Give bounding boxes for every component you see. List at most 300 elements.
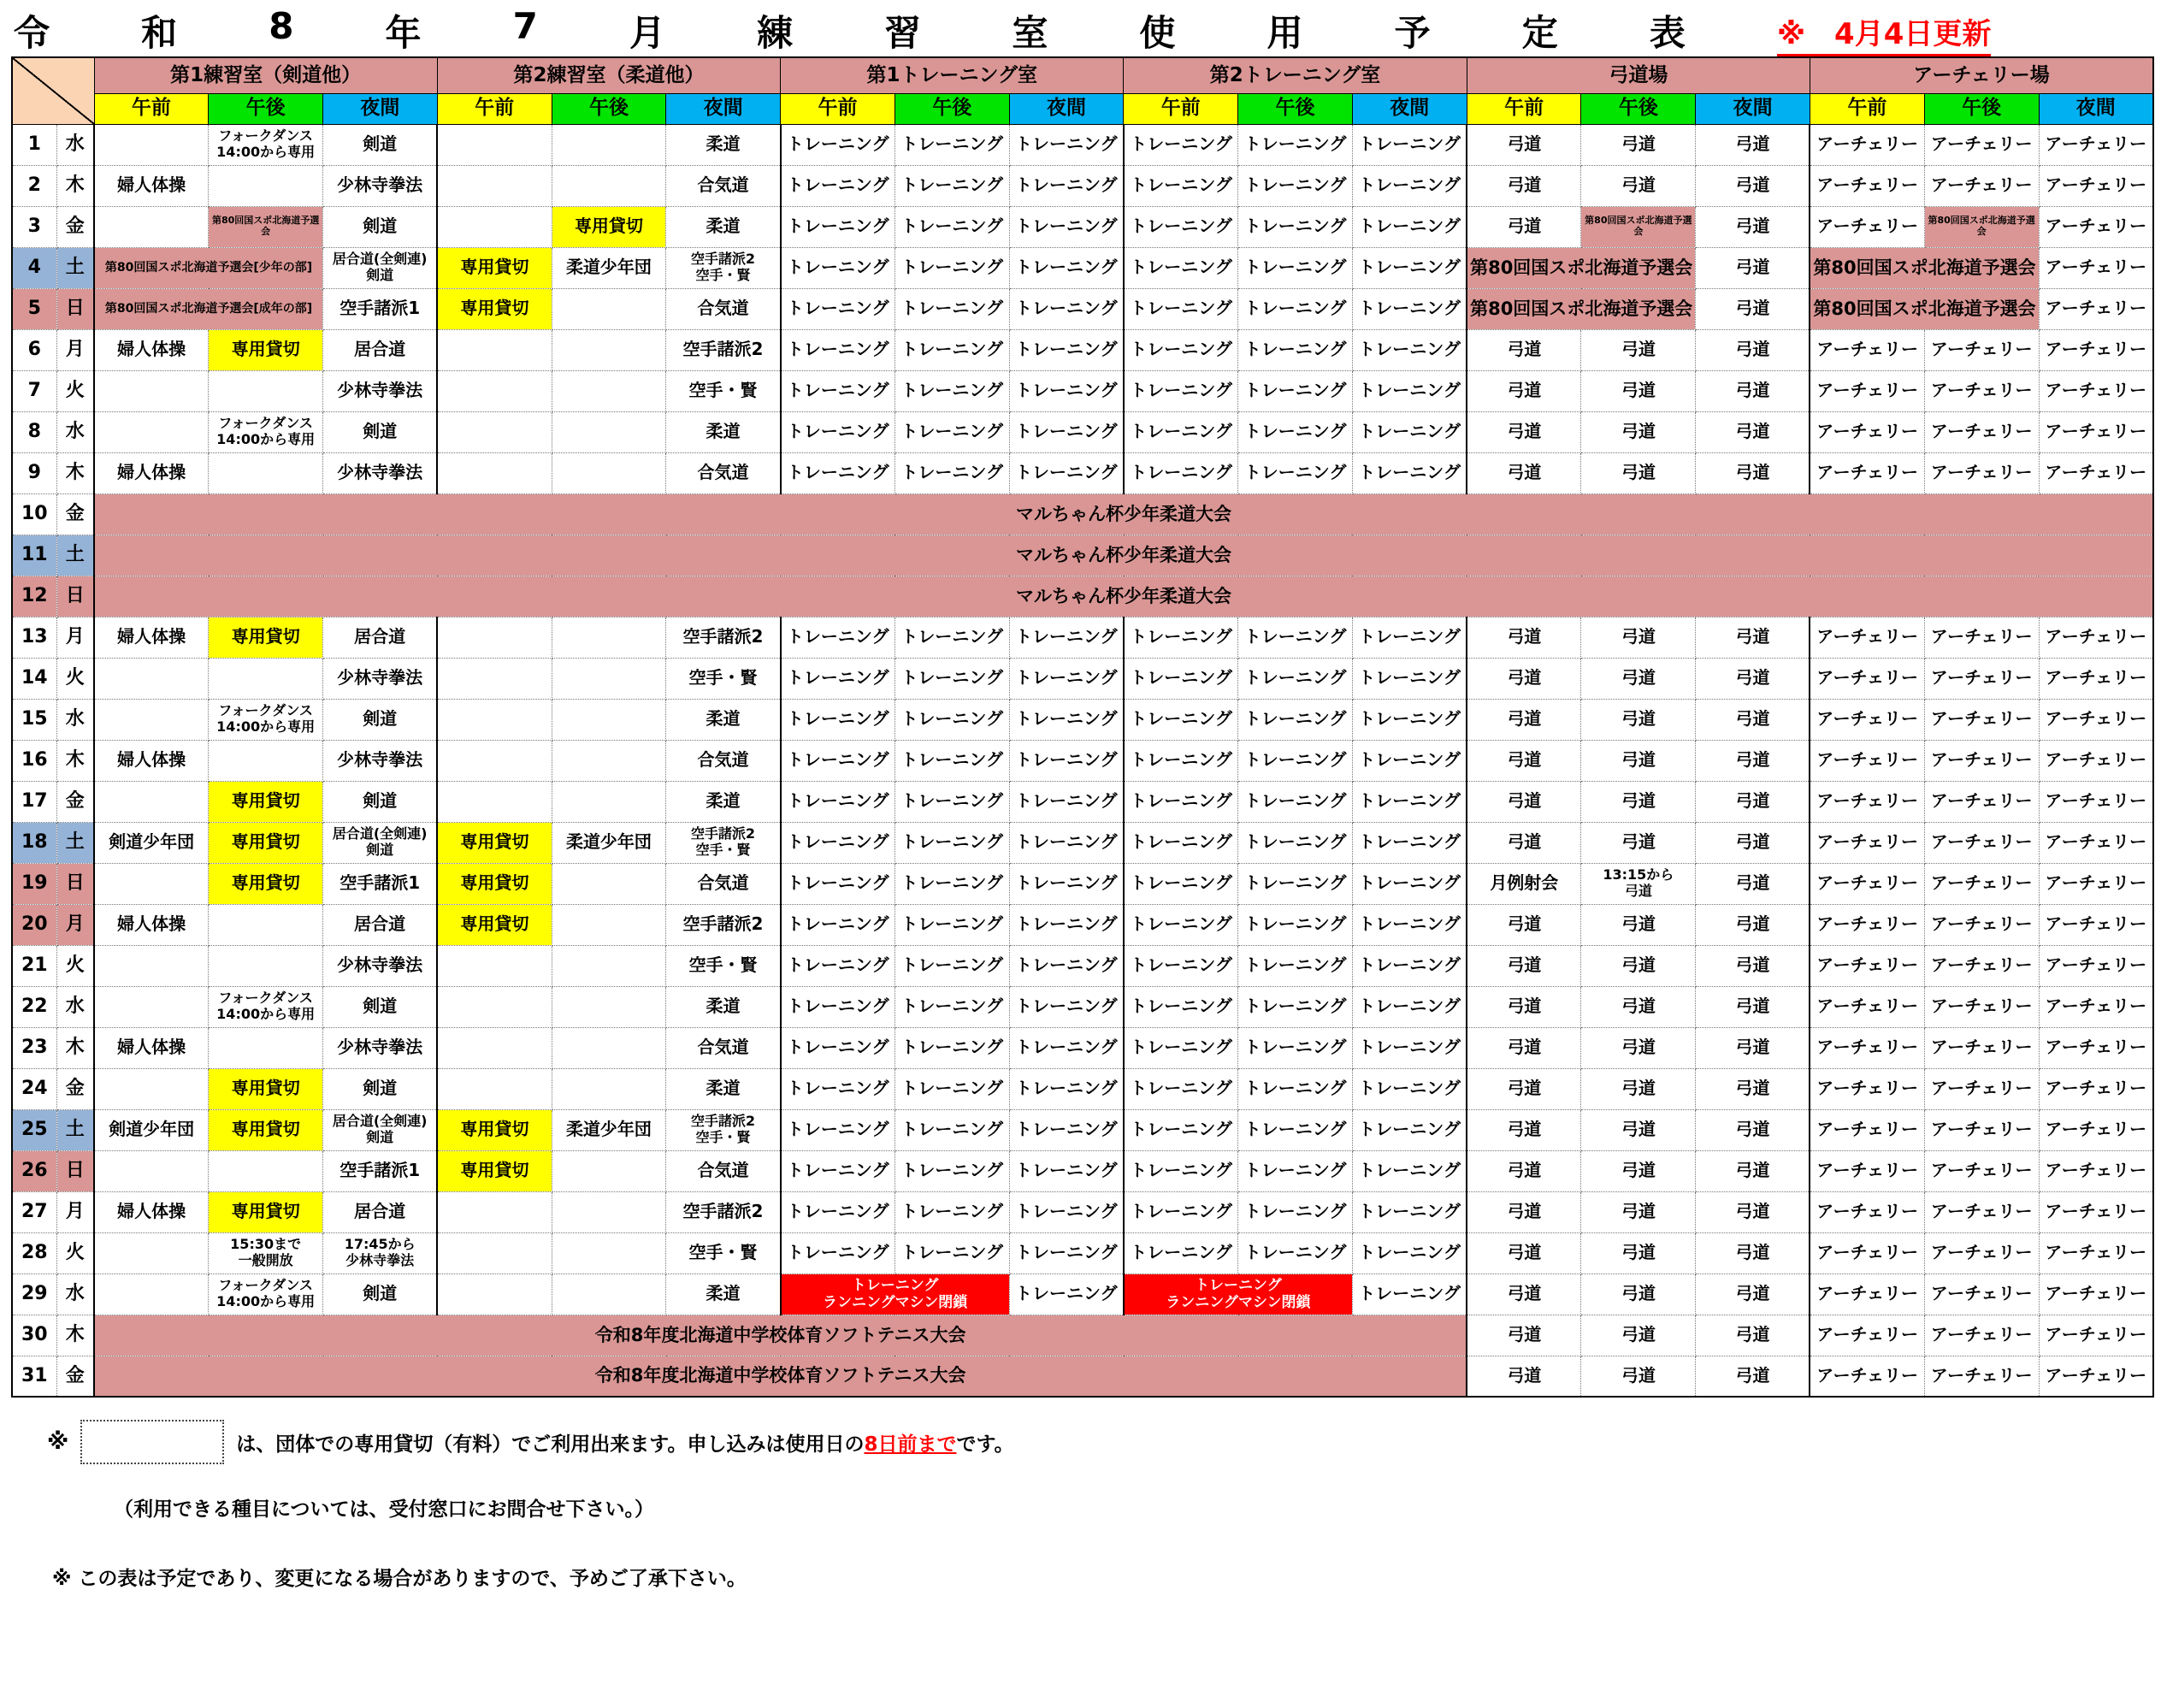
schedule-row-day-3 — [12, 206, 2153, 247]
schedule-cell: アーチェリー — [1924, 617, 2039, 658]
schedule-cell: 弓道 — [1696, 124, 1810, 165]
schedule-cell: アーチェリー — [1810, 1150, 1924, 1191]
day-number-cell: 23 — [12, 1027, 56, 1068]
day-number-cell: 10 — [12, 493, 56, 535]
day-number-cell: 14 — [12, 658, 56, 699]
corner-cell — [12, 57, 94, 124]
schedule-cell: トレーニング — [1009, 822, 1124, 863]
schedule-cell: トレーニング — [1352, 945, 1467, 986]
schedule-row-day-2 — [12, 165, 2153, 206]
schedule-cell: 弓道 — [1581, 370, 1696, 411]
schedule-cell: トレーニング — [1009, 329, 1124, 370]
schedule-cell: アーチェリー — [1924, 370, 2039, 411]
schedule-cell: 柔道少年団 — [552, 822, 666, 863]
schedule-cell: 少林寺拳法 — [323, 945, 438, 986]
schedule-cell — [552, 411, 666, 452]
schedule-cell: 弓道 — [1696, 288, 1810, 329]
weekday-cell: 木 — [56, 1315, 94, 1356]
schedule-cell — [209, 945, 323, 986]
schedule-cell: トレーニング — [1352, 986, 1467, 1027]
day-number-cell: 31 — [12, 1356, 56, 1397]
schedule-cell: トレーニング — [1238, 1150, 1353, 1191]
schedule-cell: アーチェリー — [1924, 1109, 2039, 1150]
schedule-cell: 弓道 — [1696, 1109, 1810, 1150]
weekday-cell: 土 — [56, 247, 94, 288]
schedule-cell — [552, 699, 666, 740]
schedule-cell — [552, 1232, 666, 1274]
schedule-cell: トレーニング — [1238, 452, 1353, 493]
schedule-cell: トレーニング — [895, 1109, 1009, 1150]
schedule-cell: 弓道 — [1696, 904, 1810, 945]
schedule-cell: トレーニング — [1124, 1232, 1238, 1274]
schedule-cell: 居合道 — [323, 617, 438, 658]
schedule-cell: 弓道 — [1696, 658, 1810, 699]
schedule-cell: 弓道 — [1467, 617, 1581, 658]
schedule-cell: 婦人体操 — [94, 1191, 209, 1232]
schedule-cell: 弓道 — [1696, 863, 1810, 904]
weekday-cell: 木 — [56, 452, 94, 493]
schedule-cell: 弓道 — [1581, 822, 1696, 863]
day-number-cell: 26 — [12, 1150, 56, 1191]
schedule-cell: アーチェリー — [2039, 658, 2153, 699]
schedule-cell: トレーニング — [895, 945, 1009, 986]
schedule-cell: トレーニング — [1009, 411, 1124, 452]
schedule-cell: アーチェリー — [1924, 658, 2039, 699]
schedule-cell: 専用貸切 — [437, 1150, 552, 1191]
schedule-cell — [552, 1191, 666, 1232]
schedule-cell — [552, 904, 666, 945]
schedule-cell: 令和8年度北海道中学校体育ソフトテニス大会 — [94, 1315, 1467, 1356]
schedule-cell: トレーニング — [1238, 1027, 1353, 1068]
weekday-cell: 木 — [56, 165, 94, 206]
schedule-cell: アーチェリー — [2039, 165, 2153, 206]
schedule-cell: トレーニング — [1009, 1150, 1124, 1191]
schedule-cell: 柔道 — [666, 124, 781, 165]
schedule-cell: アーチェリー — [1924, 822, 2039, 863]
schedule-row-day-17 — [12, 781, 2153, 822]
schedule-cell: 弓道 — [1696, 165, 1810, 206]
period-header: 午前 — [437, 93, 552, 124]
day-number-cell: 22 — [12, 986, 56, 1027]
schedule-cell: トレーニング — [1009, 1027, 1124, 1068]
schedule-cell: 合気道 — [666, 863, 781, 904]
period-header: 夜間 — [323, 93, 438, 124]
schedule-cell: 剣道 — [323, 411, 438, 452]
schedule-cell: トレーニング — [895, 1191, 1009, 1232]
page-title — [14, 5, 1686, 56]
schedule-cell — [552, 781, 666, 822]
schedule-cell: トレーニング — [1124, 781, 1238, 822]
schedule-cell: トレーニング — [895, 329, 1009, 370]
title-char: 使 — [1139, 12, 1176, 54]
schedule-cell: トレーニング — [1352, 863, 1467, 904]
schedule-cell: トレーニング — [781, 1191, 895, 1232]
schedule-row-day-13 — [12, 617, 2153, 658]
schedule-cell: 専用貸切 — [209, 1109, 323, 1150]
schedule-cell — [94, 986, 209, 1027]
day-number-cell: 21 — [12, 945, 56, 986]
schedule-cell — [552, 658, 666, 699]
schedule-cell: 弓道 — [1467, 1027, 1581, 1068]
schedule-cell: アーチェリー — [2039, 1274, 2153, 1315]
day-number-cell: 11 — [12, 535, 56, 576]
schedule-cell: 弓道 — [1696, 781, 1810, 822]
schedule-cell: アーチェリー — [2039, 904, 2153, 945]
schedule-cell — [94, 863, 209, 904]
reserved-sample-box — [80, 1420, 224, 1464]
schedule-cell — [552, 1027, 666, 1068]
update-note: ※ 4月4日更新 — [1777, 10, 1991, 56]
schedule-cell: アーチェリー — [1924, 165, 2039, 206]
schedule-cell: 専用貸切 — [209, 822, 323, 863]
schedule-cell — [437, 411, 552, 452]
schedule-cell: 居合道 — [323, 329, 438, 370]
schedule-row-day-6 — [12, 329, 2153, 370]
schedule-cell: 17:45から 少林寺拳法 — [323, 1232, 438, 1274]
schedule-row-day-21 — [12, 945, 2153, 986]
period-header: 午後 — [209, 93, 323, 124]
schedule-cell: 弓道 — [1696, 1191, 1810, 1232]
schedule-cell: 弓道 — [1696, 1150, 1810, 1191]
schedule-cell: アーチェリー — [1810, 1068, 1924, 1109]
schedule-cell: 空手諸派1 — [323, 1150, 438, 1191]
schedule-cell: トレーニング ランニングマシン閉鎖 — [1124, 1274, 1353, 1315]
schedule-cell: 婦人体操 — [94, 452, 209, 493]
schedule-cell: アーチェリー — [1924, 945, 2039, 986]
schedule-cell: 弓道 — [1581, 165, 1696, 206]
day-number-cell: 13 — [12, 617, 56, 658]
schedule-cell: トレーニング — [781, 288, 895, 329]
schedule-cell: 弓道 — [1467, 1191, 1581, 1232]
schedule-cell: トレーニング — [1238, 781, 1353, 822]
schedule-cell: 少林寺拳法 — [323, 452, 438, 493]
weekday-cell: 日 — [56, 1150, 94, 1191]
weekday-cell: 火 — [56, 1232, 94, 1274]
schedule-cell: トレーニング — [781, 863, 895, 904]
schedule-cell: 弓道 — [1467, 370, 1581, 411]
schedule-cell: 弓道 — [1467, 1315, 1581, 1356]
schedule-cell: 弓道 — [1696, 1274, 1810, 1315]
schedule-cell: 空手諸派2 — [666, 617, 781, 658]
title-char: 令 — [14, 12, 50, 54]
schedule-cell — [437, 1274, 552, 1315]
schedule-cell: 弓道 — [1467, 699, 1581, 740]
schedule-row-day-29 — [12, 1274, 2153, 1315]
schedule-cell: 柔道 — [666, 699, 781, 740]
schedule-cell: 弓道 — [1581, 1274, 1696, 1315]
weekday-cell: 土 — [56, 535, 94, 576]
schedule-cell: トレーニング — [1124, 288, 1238, 329]
schedule-cell: アーチェリー — [2039, 1068, 2153, 1109]
day-number-cell: 7 — [12, 370, 56, 411]
schedule-cell: 弓道 — [1581, 617, 1696, 658]
schedule-cell: トレーニング — [895, 247, 1009, 288]
schedule-cell: トレーニング — [1124, 452, 1238, 493]
schedule-cell: 空手・賢 — [666, 370, 781, 411]
schedule-cell: トレーニング — [781, 452, 895, 493]
schedule-row-day-26 — [12, 1150, 2153, 1191]
schedule-cell: 柔道 — [666, 411, 781, 452]
schedule-row-day-20 — [12, 904, 2153, 945]
schedule-cell: トレーニング — [1124, 1068, 1238, 1109]
schedule-cell: トレーニング — [781, 1068, 895, 1109]
day-number-cell: 28 — [12, 1232, 56, 1274]
schedule-cell: 弓道 — [1581, 1027, 1696, 1068]
period-header: 午後 — [1238, 93, 1353, 124]
schedule-cell: トレーニング — [1238, 411, 1353, 452]
schedule-cell: トレーニング — [1352, 740, 1467, 781]
schedule-cell: トレーニング — [1009, 740, 1124, 781]
schedule-cell: 弓道 — [1581, 1191, 1696, 1232]
schedule-cell: トレーニング — [1009, 452, 1124, 493]
schedule-cell: アーチェリー — [1924, 863, 2039, 904]
schedule-cell: アーチェリー — [1924, 124, 2039, 165]
schedule-cell: 剣道 — [323, 1068, 438, 1109]
schedule-cell: フォークダンス 14:00から専用 — [209, 986, 323, 1027]
schedule-cell: アーチェリー — [2039, 863, 2153, 904]
schedule-cell: アーチェリー — [1810, 1356, 1924, 1397]
day-number-cell: 20 — [12, 904, 56, 945]
schedule-cell: トレーニング — [1352, 904, 1467, 945]
schedule-cell: トレーニング — [1352, 247, 1467, 288]
schedule-cell: 第80回国スポ北海道予選会 — [1810, 247, 2039, 288]
schedule-cell: 13:15から 弓道 — [1581, 863, 1696, 904]
schedule-cell: トレーニング — [781, 329, 895, 370]
schedule-cell: 婦人体操 — [94, 740, 209, 781]
day-number-cell: 12 — [12, 576, 56, 617]
schedule-cell — [94, 411, 209, 452]
schedule-cell: トレーニング — [1238, 288, 1353, 329]
schedule-cell: アーチェリー — [1810, 411, 1924, 452]
schedule-cell: トレーニング — [895, 370, 1009, 411]
schedule-cell: トレーニング — [1009, 165, 1124, 206]
schedule-cell: 少林寺拳法 — [323, 1027, 438, 1068]
schedule-cell: 弓道 — [1467, 1232, 1581, 1274]
schedule-cell — [94, 1232, 209, 1274]
period-header: 夜間 — [2039, 93, 2153, 124]
schedule-cell: トレーニング — [1352, 288, 1467, 329]
schedule-cell: トレーニング — [1124, 1150, 1238, 1191]
schedule-cell: 弓道 — [1467, 1356, 1581, 1397]
schedule-cell: トレーニング — [781, 1150, 895, 1191]
schedule-cell: トレーニング — [1238, 370, 1353, 411]
schedule-row-day-5 — [12, 288, 2153, 329]
schedule-cell: トレーニング — [1124, 699, 1238, 740]
schedule-cell — [94, 781, 209, 822]
schedule-cell: 柔道少年団 — [552, 1109, 666, 1150]
schedule-cell: トレーニング — [781, 617, 895, 658]
day-number-cell: 2 — [12, 165, 56, 206]
schedule-cell: 居合道(全剣連) 剣道 — [323, 822, 438, 863]
schedule-cell: 空手諸派2 空手・賢 — [666, 1109, 781, 1150]
schedule-cell — [94, 124, 209, 165]
schedule-cell: 専用貸切 — [437, 822, 552, 863]
schedule-cell: トレーニング — [1124, 206, 1238, 247]
weekday-cell: 水 — [56, 986, 94, 1027]
schedule-cell — [437, 986, 552, 1027]
schedule-cell: トレーニング — [781, 986, 895, 1027]
schedule-row-day-1 — [12, 124, 2153, 165]
schedule-cell: アーチェリー — [1810, 699, 1924, 740]
schedule-cell: 弓道 — [1696, 617, 1810, 658]
schedule-cell: 空手諸派2 — [666, 904, 781, 945]
schedule-cell: トレーニング — [1009, 617, 1124, 658]
title-char: 和 — [141, 12, 178, 54]
schedule-cell: アーチェリー — [2039, 329, 2153, 370]
schedule-cell: 剣道 — [323, 1274, 438, 1315]
schedule-cell: 空手・賢 — [666, 1232, 781, 1274]
schedule-cell: 弓道 — [1581, 1356, 1696, 1397]
disclaimer-note — [47, 1563, 2161, 1591]
schedule-cell: 弓道 — [1581, 658, 1696, 699]
schedule-cell: 弓道 — [1696, 247, 1810, 288]
legend-note-prefix: は、団体での専用貸切（有料）でご利用出来ます。申し込みは使用日の — [236, 1433, 865, 1456]
schedule-cell: トレーニング — [895, 699, 1009, 740]
schedule-cell: トレーニング — [1238, 945, 1353, 986]
schedule-cell: トレーニング — [1352, 658, 1467, 699]
schedule-cell: トレーニング — [895, 617, 1009, 658]
schedule-cell: 月例射会 — [1467, 863, 1581, 904]
schedule-row-day-27 — [12, 1191, 2153, 1232]
schedule-cell: 弓道 — [1467, 986, 1581, 1027]
schedule-cell: 弓道 — [1696, 986, 1810, 1027]
schedule-cell: 柔道 — [666, 1068, 781, 1109]
schedule-cell: 弓道 — [1581, 945, 1696, 986]
schedule-cell: 弓道 — [1467, 165, 1581, 206]
day-number-cell: 9 — [12, 452, 56, 493]
schedule-cell: アーチェリー — [2039, 945, 2153, 986]
schedule-cell: トレーニング — [1238, 617, 1353, 658]
schedule-cell: トレーニング — [895, 1068, 1009, 1109]
schedule-cell — [437, 1232, 552, 1274]
schedule-cell: 弓道 — [1467, 124, 1581, 165]
schedule-cell: トレーニング — [1124, 411, 1238, 452]
schedule-cell: アーチェリー — [1810, 329, 1924, 370]
schedule-cell: 剣道 — [323, 699, 438, 740]
disclaimer-note-text: ※ この表は予定であり、変更になる場合がありますので、予めご了承下さい。 — [52, 1568, 747, 1590]
schedule-cell: 剣道少年団 — [94, 1109, 209, 1150]
schedule-cell: アーチェリー — [2039, 124, 2153, 165]
schedule-row-day-14 — [12, 658, 2153, 699]
schedule-cell — [94, 699, 209, 740]
schedule-cell: 専用貸切 — [437, 1109, 552, 1150]
schedule-cell: トレーニング — [895, 986, 1009, 1027]
schedule-cell: マルちゃん杯少年柔道大会 — [94, 493, 2153, 535]
schedule-cell: トレーニング — [1352, 411, 1467, 452]
schedule-cell: 少林寺拳法 — [323, 165, 438, 206]
schedule-cell: トレーニング — [895, 1027, 1009, 1068]
schedule-cell: 弓道 — [1467, 1150, 1581, 1191]
schedule-cell: 空手諸派1 — [323, 288, 438, 329]
schedule-cell: トレーニング — [895, 822, 1009, 863]
schedule-cell: トレーニング — [1352, 617, 1467, 658]
schedule-cell: 専用貸切 — [437, 288, 552, 329]
schedule-cell: トレーニング — [1009, 1109, 1124, 1150]
schedule-cell: アーチェリー — [1924, 740, 2039, 781]
schedule-cell: トレーニング — [1352, 822, 1467, 863]
weekday-cell: 金 — [56, 1356, 94, 1397]
weekday-cell: 水 — [56, 1274, 94, 1315]
period-header: 午前 — [1124, 93, 1238, 124]
schedule-cell: トレーニング — [895, 452, 1009, 493]
schedule-cell: アーチェリー — [2039, 1109, 2153, 1150]
schedule-cell: アーチェリー — [1810, 124, 1924, 165]
schedule-cell: アーチェリー — [1810, 1027, 1924, 1068]
schedule-cell: トレーニング — [1009, 370, 1124, 411]
schedule-cell: アーチェリー — [2039, 617, 2153, 658]
schedule-cell — [552, 863, 666, 904]
period-header: 午後 — [895, 93, 1009, 124]
schedule-cell: 専用貸切 — [437, 904, 552, 945]
schedule-cell: トレーニング — [781, 781, 895, 822]
schedule-cell: トレーニング — [781, 1027, 895, 1068]
schedule-cell: トレーニング — [1352, 1191, 1467, 1232]
schedule-cell: トレーニング — [1352, 452, 1467, 493]
schedule-cell: 空手諸派1 — [323, 863, 438, 904]
period-header: 午後 — [1924, 93, 2039, 124]
day-number-cell: 30 — [12, 1315, 56, 1356]
schedule-cell: 弓道 — [1467, 740, 1581, 781]
schedule-cell: 専用貸切 — [209, 781, 323, 822]
schedule-cell: アーチェリー — [1810, 617, 1924, 658]
schedule-cell: トレーニング — [895, 740, 1009, 781]
schedule-cell: トレーニング — [781, 124, 895, 165]
schedule-cell: 合気道 — [666, 165, 781, 206]
schedule-row-day-23 — [12, 1027, 2153, 1068]
schedule-cell: トレーニング — [1352, 699, 1467, 740]
schedule-row-day-24 — [12, 1068, 2153, 1109]
group-header-2: 第2練習室（柔道他） — [437, 57, 780, 93]
schedule-cell: 弓道 — [1467, 781, 1581, 822]
schedule-cell: アーチェリー — [1924, 699, 2039, 740]
schedule-cell: 第80回国スポ北海道予選会 — [1581, 206, 1696, 247]
schedule-cell: トレーニング — [1352, 1109, 1467, 1150]
schedule-cell: トレーニング — [1238, 658, 1353, 699]
schedule-cell: 専用貸切 — [209, 617, 323, 658]
schedule-cell: トレーニング — [781, 247, 895, 288]
schedule-cell: トレーニング — [1124, 1191, 1238, 1232]
schedule-row-day-22 — [12, 986, 2153, 1027]
schedule-cell — [437, 165, 552, 206]
schedule-cell: 弓道 — [1467, 945, 1581, 986]
weekday-cell: 日 — [56, 288, 94, 329]
schedule-cell: トレーニング — [1124, 1027, 1238, 1068]
schedule-row-day-8 — [12, 411, 2153, 452]
day-number-cell: 18 — [12, 822, 56, 863]
schedule-cell: 剣道 — [323, 781, 438, 822]
period-header: 夜間 — [1009, 93, 1124, 124]
schedule-row-day-12 — [12, 576, 2153, 617]
schedule-cell: トレーニング — [895, 658, 1009, 699]
schedule-cell: 婦人体操 — [94, 329, 209, 370]
schedule-cell: トレーニング — [1124, 329, 1238, 370]
schedule-cell: 空手・賢 — [666, 945, 781, 986]
schedule-cell: トレーニング — [1352, 781, 1467, 822]
schedule-cell: トレーニング — [781, 206, 895, 247]
schedule-cell: アーチェリー — [2039, 822, 2153, 863]
schedule-header — [12, 57, 2153, 124]
schedule-cell: 第80回国スポ北海道予選会 — [1467, 288, 1696, 329]
schedule-cell: 弓道 — [1467, 452, 1581, 493]
schedule-cell: 剣道 — [323, 206, 438, 247]
group-header-6: アーチェリー場 — [1810, 57, 2153, 93]
schedule-cell — [94, 1150, 209, 1191]
schedule-cell — [552, 288, 666, 329]
schedule-cell: トレーニング — [1124, 658, 1238, 699]
schedule-cell — [437, 781, 552, 822]
day-number-cell: 6 — [12, 329, 56, 370]
schedule-cell — [437, 1068, 552, 1109]
